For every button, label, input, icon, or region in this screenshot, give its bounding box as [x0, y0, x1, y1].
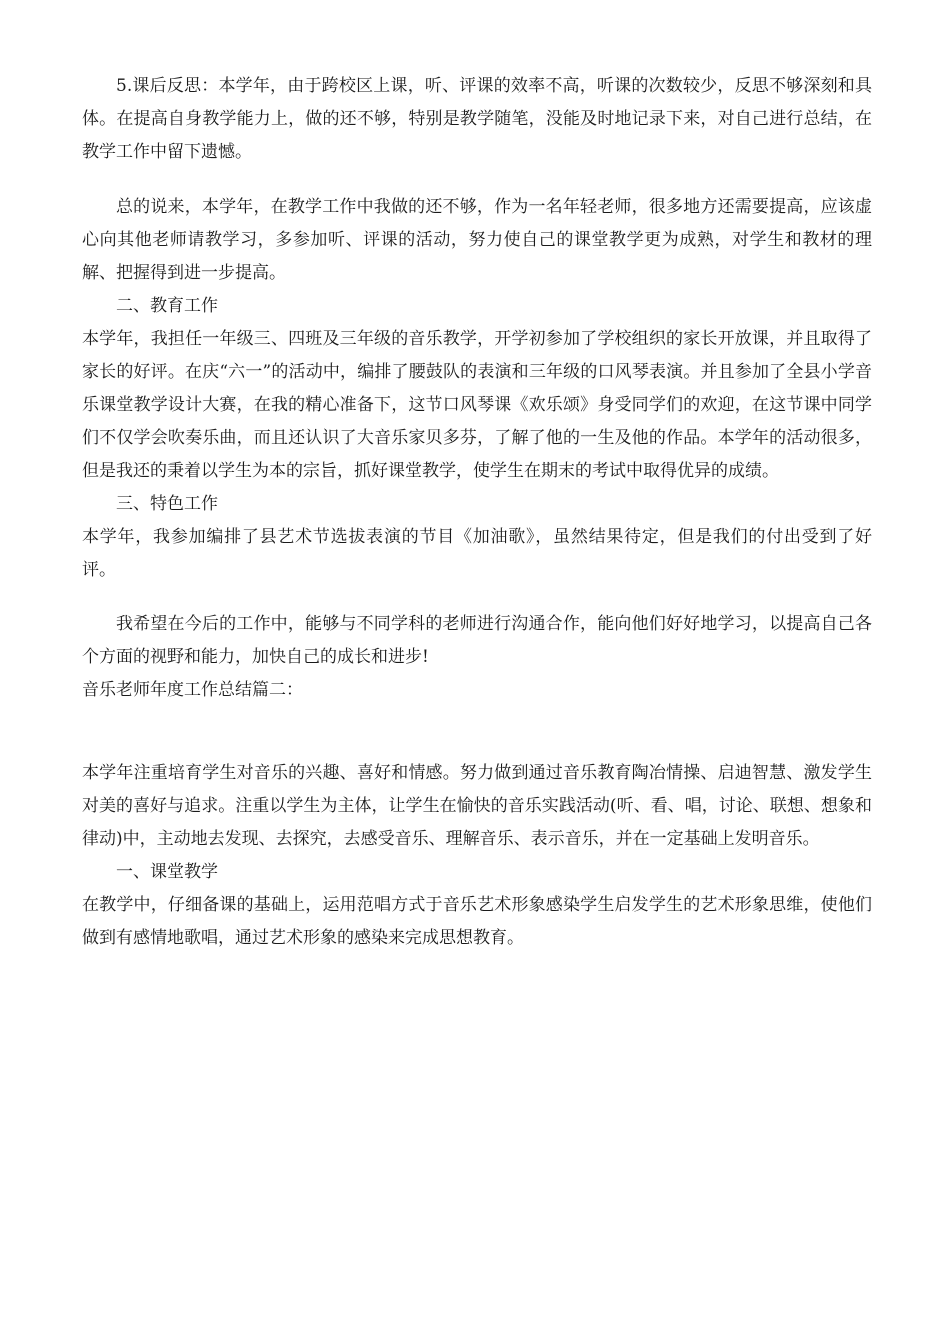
paragraph-summary: 总的说来，本学年，在教学工作中我做的还不够，作为一名年轻老师，很多地方还需要提高，应该虚心向其他老师请教学习，多参加听、评课的活动，努力使自己的课堂教学更为成熟，对学生和教材的理解、把握得到进一步提高。 — [82, 197, 872, 283]
paragraph-reflection: 5.课后反思：本学年，由于跨校区上课，听、评课的效率不高，听课的次数较少，反思不够深刻和具体。在提高自身教学能力上，做的还不够，特别是教学随笔，没能及时地记录下来，对自己进行总结，在教学工作中留下遗憾。 — [82, 76, 872, 162]
paragraph-education-work: 本学年，我担任一年级三、四班及三年级的音乐教学，开学初参加了学校组织的家长开放课，并且取得了家长的好评。在庆“六一”的活动中，编排了腰鼓队的表演和三年级的口风琴表演。并且参加了全县小学音乐课堂教学设计大赛，在我的精心准备下，这节口风琴课《欢乐颂》身受同学们的欢迎，在这节课中同学们不仅学会吹奏乐曲，而且还认识了大音乐家贝多芬，了解了他的一生及他的作品。本学年的活动很多，但是我还的秉着以学生为本的宗旨，抓好课堂教学，使学生在期末的考试中取得优异的成绩。 — [82, 329, 872, 481]
heading-education-work: 二、教育工作 — [116, 296, 218, 316]
document-page — [82, 70, 872, 955]
paragraph-interest: 本学年注重培育学生对音乐的兴趣、喜好和情感。努力做到通过音乐教育陶冶情操、启迪智慧、激发学生对美的喜好与追求。注重以学生为主体，让学生在愉快的音乐实践活动(听、看、唱，讨论、联想、想象和律动)中，主动地去发现、去探究，去感受音乐、理解音乐、表示音乐，并在一定基础上发明音乐。 — [82, 763, 872, 849]
paragraph-special-work: 本学年，我参加编排了县艺术节选拔表演的节目《加油歌》，虽然结果待定，但是我们的付出受到了好评。 — [82, 527, 872, 580]
paragraph-hope: 我希望在今后的工作中，能够与不同学科的老师进行沟通合作，能向他们好好地学习，以提高自己各个方面的视野和能力，加快自己的成长和进步! — [82, 614, 872, 667]
heading-classroom-teaching: 一、课堂教学 — [116, 862, 218, 882]
heading-special-work: 三、特色工作 — [116, 494, 218, 514]
paragraph-classroom-teaching: 在教学中，仔细备课的基础上，运用范唱方式于音乐艺术形象感染学生启发学生的艺术形象思维，使他们做到有感情地歌唱，通过艺术形象的感染来完成思想教育。 — [82, 895, 872, 948]
section-title-part-two: 音乐老师年度工作总结篇二： — [82, 680, 303, 700]
